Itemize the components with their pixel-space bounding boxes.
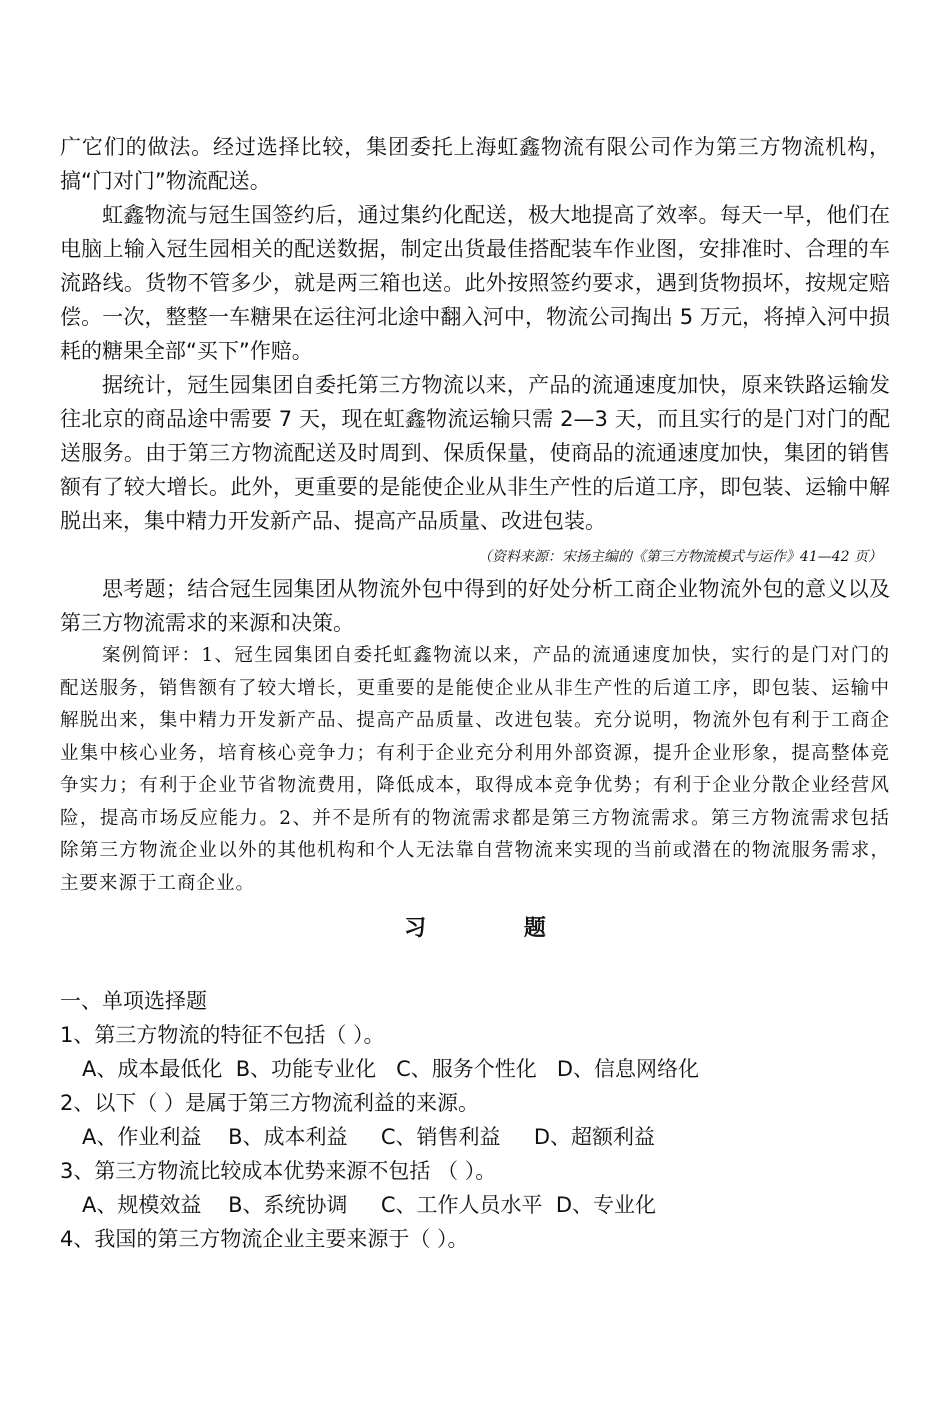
question-3: 3、第三方物流比较成本优势来源不包括 （ ）。: [60, 1159, 497, 1183]
case-paragraph-2: 虹鑫物流与冠生国签约后，通过集约化配送，极大地提高了效率。每天一早，他们在电脑上输入冠生园相关的配送数据，制定出货最佳搭配装车作业图，安排准时、合理的车流路线。货物不管多少，就是两三箱也送。此外按照签约要求，遇到货物损坏，按规定赔偿。一次，整整一车糖果在运往河北途中翻入河中，物流公司掏出 5 万元，将掉入河中损耗的糖果全部“买下”作赔。: [60, 203, 890, 363]
question-2-options: A、作业利益 B、成本利益 C、销售利益 D、超额利益: [82, 1125, 656, 1149]
question-1: 1、第三方物流的特征不包括（ ）。: [60, 1023, 385, 1047]
section-heading: 一、单项选择题: [60, 989, 207, 1013]
source-citation: （资料来源：宋扬主编的《第三方物流模式与运作》41—42 页）: [477, 549, 882, 565]
question-2: 2、以下（ ）是属于第三方物流利益的来源。: [60, 1091, 480, 1115]
exercises-title: 习 题: [404, 916, 546, 941]
case-paragraph-1: 广它们的做法。经过选择比较，集团委托上海虹鑫物流有限公司作为第三方物流机构，搞“门对门”物流配送。: [60, 135, 890, 193]
question-4: 4、我国的第三方物流企业主要来源于（ ）。: [60, 1227, 469, 1251]
case-commentary: 案例简评：1、冠生园集团自委托虹鑫物流以来，产品的流通速度加快，实行的是门对门的配送服务，销售额有了较大增长，更重要的是能使企业从非生产性的后道工序，即包装、运输中解脱出来，集中精力开发新产品、提高产品质量、改进包装。充分说明，物流外包有利于工商企业集中核心业务，培育核心竞争力；有利于企业充分利用外部资源，提升企业形象，提高整体竞争实力；有利于企业节省物流费用，降低成本，取得成本竞争优势；有利于企业分散企业经营风险，提高市场反应能力。2、并不是所有的物流需求都是第三方物流需求。第三方物流需求包括除第三方物流企业以外的其他机构和个人无法靠自营物流来实现的当前或潜在的物流服务需求，主要来源于工商企业。: [60, 645, 890, 894]
question-1-options: A、成本最低化 B、功能专业化 C、服务个性化 D、信息网络化: [82, 1057, 700, 1081]
case-paragraph-3: 据统计，冠生园集团自委托第三方物流以来，产品的流通速度加快，原来铁路运输发往北京的商品途中需要 7 天，现在虹鑫物流运输只需 2—3 天，而且实行的是门对门的配送服务。由于第三方物流配送及时周到、保质保量，使商品的流通速度加快，集团的销售额有了较大增长。此外，更重要的是能使企业从非生产性的后道工序，即包装、运输中解脱出来，集中精力开发新产品、提高产品质量、改进包装。: [60, 373, 890, 533]
document-page: [60, 130, 890, 1256]
discussion-question: 思考题；结合冠生园集团从物流外包中得到的好处分析工商企业物流外包的意义以及第三方物流需求的来源和决策。: [60, 577, 890, 635]
question-3-options: A、规模效益 B、系统协调 C、工作人员水平 D、专业化: [82, 1193, 657, 1217]
